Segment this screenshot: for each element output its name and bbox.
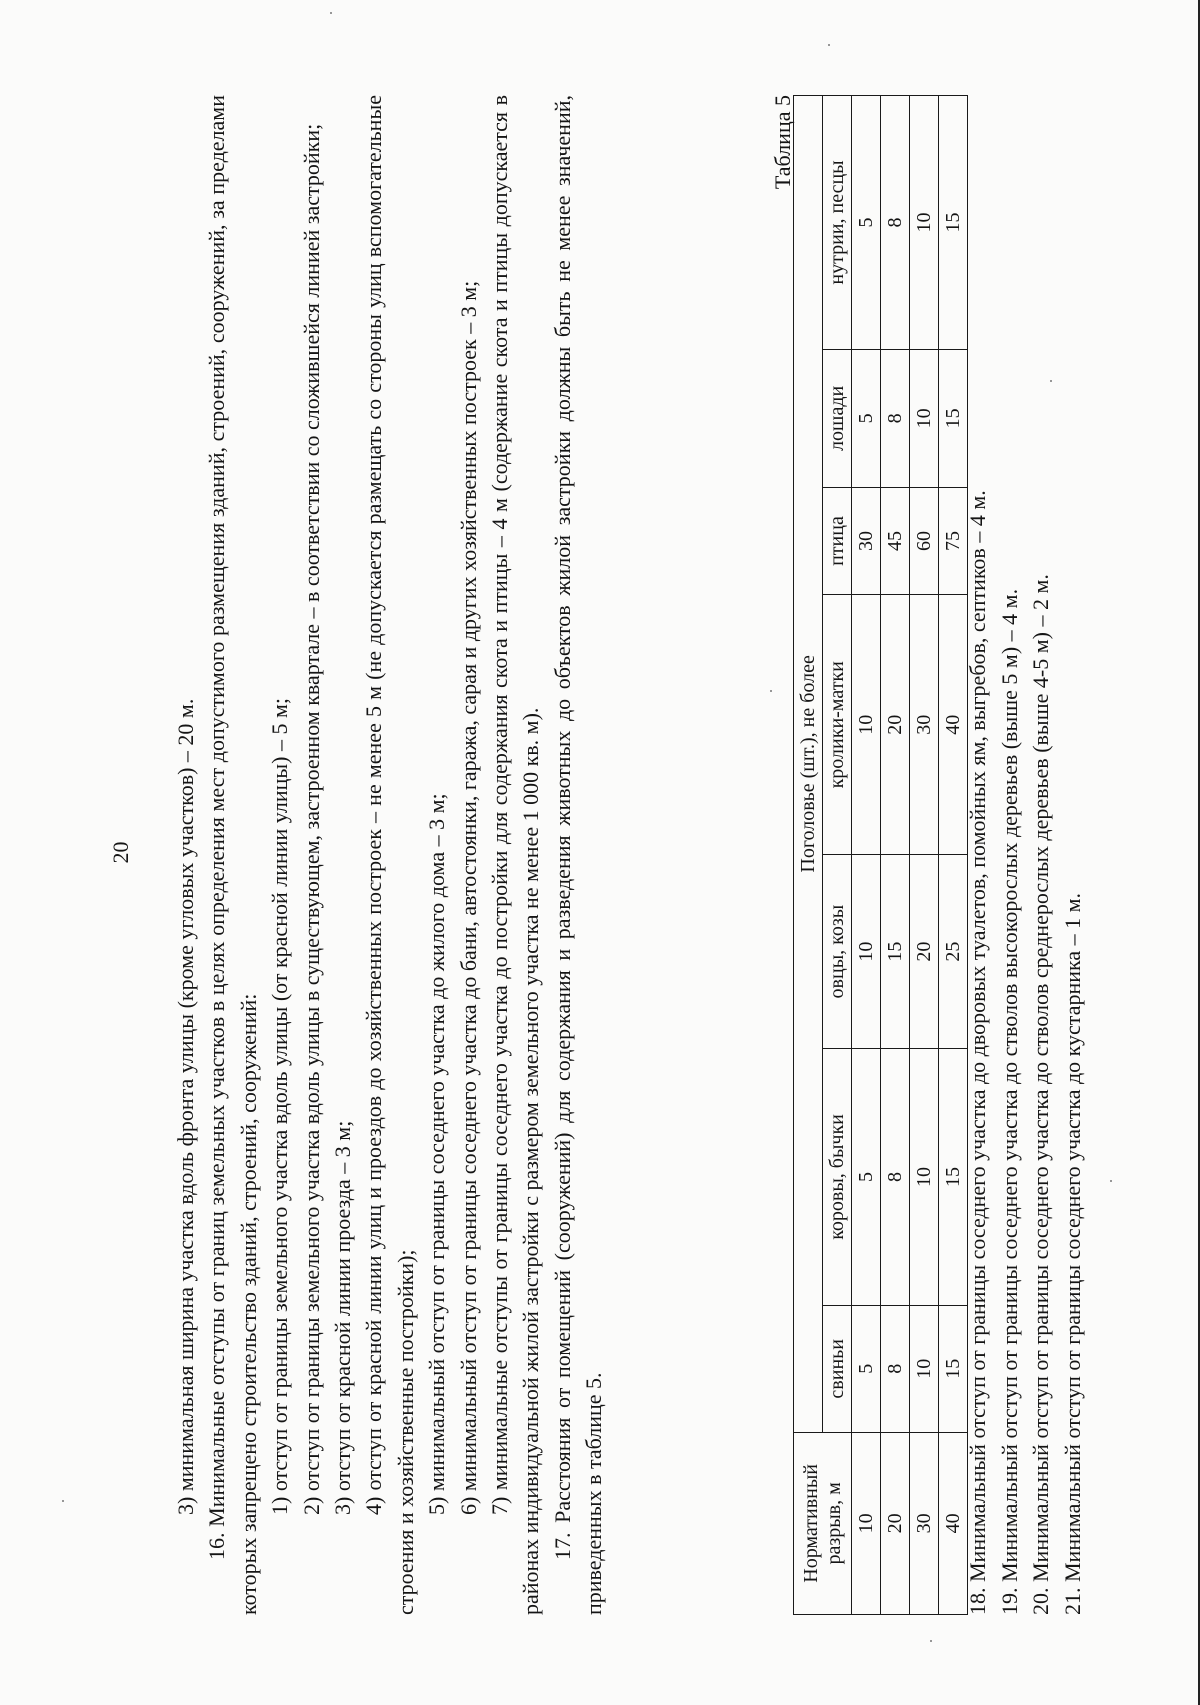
table-cell: 15 <box>939 1305 968 1432</box>
table-cell: 10 <box>910 349 939 487</box>
paragraph: 6) минимальный отступ от границы соседнего участка до бани, автостоянки, гаража, сарая и других хозяйственных построек – 3 м; <box>455 280 481 1515</box>
paragraph: 3) минимальная ширина участка вдоль фронта улицы (кроме угловых участков) – 20 м. <box>173 698 198 1515</box>
table-cell: 60 <box>910 487 939 595</box>
header-normative-gap: Нормативный разрыв, м <box>794 1432 852 1614</box>
list-item: 18. Минимальный отступ от границы соседнего участка до дворовых туалетов, помойных ям, выгребов, септиков – 4 м. <box>965 490 990 1615</box>
livestock-distance-table <box>793 95 968 1615</box>
column-header: кролики-матки <box>823 595 852 855</box>
table-cell: 5 <box>852 96 881 350</box>
table-cell: 10 <box>852 595 881 855</box>
column-header: птица <box>823 487 852 595</box>
body-text <box>170 95 610 1615</box>
table-cell: 40 <box>939 595 968 855</box>
paragraph: 2) отступ от границы земельного участка вдоль улицы в существующем, застроенном квартале – в соответствии со сложившейся линией застройки; <box>298 123 324 1515</box>
table-cell: 10 <box>852 855 881 1049</box>
table-header-row <box>794 96 823 1615</box>
table-cell: 15 <box>939 1049 968 1306</box>
paragraph: 7) минимальные отступы от границы соседнего участка до постройки для содержания скота и птицы – 4 м (содержание скота и птицы допускается в районах индивидуальной жилой застройки с размером земельного участка не менее 1 000 кв. м). <box>487 95 544 1615</box>
table-subheader-row <box>823 96 852 1615</box>
list-item: 19. Минимальный отступ от границы соседнего участка до стволов высокорослых деревьев (выше 5 м) – 4 м. <box>996 588 1022 1615</box>
table-cell: 5 <box>852 1049 881 1306</box>
table-cell: 45 <box>881 487 910 595</box>
post-table-items <box>962 55 1088 1615</box>
table-cell: 8 <box>881 1305 910 1432</box>
table-cell: 15 <box>881 855 910 1049</box>
list-item: 21. Минимальный отступ от границы соседнего участка до кустарника – 1 м. <box>1059 892 1085 1615</box>
paragraph: 17. Расстояния от помещений (сооружений) для содержания и разведения животных до объектов жилой застройки должны быть не менее значений, приведенных в таблице 5. <box>549 95 607 1615</box>
column-header: овцы, козы <box>823 855 852 1049</box>
table-cell: 30 <box>910 595 939 855</box>
table-row <box>852 96 881 1615</box>
header-livestock-count: Поголовье (шт.), не более <box>794 96 823 1433</box>
table-cell: 5 <box>852 349 881 487</box>
table-cell: 5 <box>852 1305 881 1432</box>
table-body <box>852 96 968 1615</box>
paragraph: 3) отступ от красной линии проезда – 3 м; <box>330 1120 356 1515</box>
table-cell: 20 <box>881 595 910 855</box>
paragraph: 1) отступ от границы земельного участка вдоль улицы (от красной линии улицы) – 5 м; <box>267 697 293 1515</box>
column-header: лошади <box>823 349 852 487</box>
table-cell: 75 <box>939 487 968 595</box>
table-cell: 10 <box>910 1049 939 1306</box>
table-cell: 8 <box>881 349 910 487</box>
table-cell: 25 <box>939 855 968 1049</box>
paragraph: 4) отступ от красной линии улиц и проездов до хозяйственных построек – не менее 5 м (не допускается размещать со стороны улиц вспомогательные строения и хозяйственные постройки); <box>361 95 418 1615</box>
table-cell: 10 <box>910 1305 939 1432</box>
column-header: коровы, бычки <box>823 1049 852 1306</box>
column-header: нутрии, песцы <box>823 96 852 350</box>
table-cell: 20 <box>881 1432 910 1614</box>
table-cell: 40 <box>939 1432 968 1614</box>
column-header: свиньи <box>823 1305 852 1432</box>
table-cell: 15 <box>939 96 968 350</box>
table-cell: 8 <box>881 1049 910 1306</box>
list-item: 20. Минимальный отступ от границы соседнего участка до стволов среднерослых деревьев (выше 4-5 м) – 2 м. <box>1028 574 1053 1615</box>
table-cell: 15 <box>939 349 968 487</box>
table-cell: 30 <box>852 487 881 595</box>
table-cell: 8 <box>881 96 910 350</box>
table-cell: 20 <box>910 855 939 1049</box>
table-cell: 30 <box>910 1432 939 1614</box>
table-caption: Таблица 5 <box>770 95 795 190</box>
paragraph: 5) минимальный отступ от границы соседнего участка до жилого дома – 3 м; <box>424 793 450 1515</box>
table-row <box>881 96 910 1615</box>
table-row <box>910 96 939 1615</box>
page-number: 20 <box>108 841 133 864</box>
table-cell: 10 <box>852 1432 881 1614</box>
table-cell: 10 <box>910 96 939 350</box>
paragraph: 16. Минимальные отступы от границ земельных участков в целях определения мест допустимого размещения зданий, строений, сооружений, за пределами которых запрещено строительство зданий, строений, сооружений: <box>204 95 261 1615</box>
